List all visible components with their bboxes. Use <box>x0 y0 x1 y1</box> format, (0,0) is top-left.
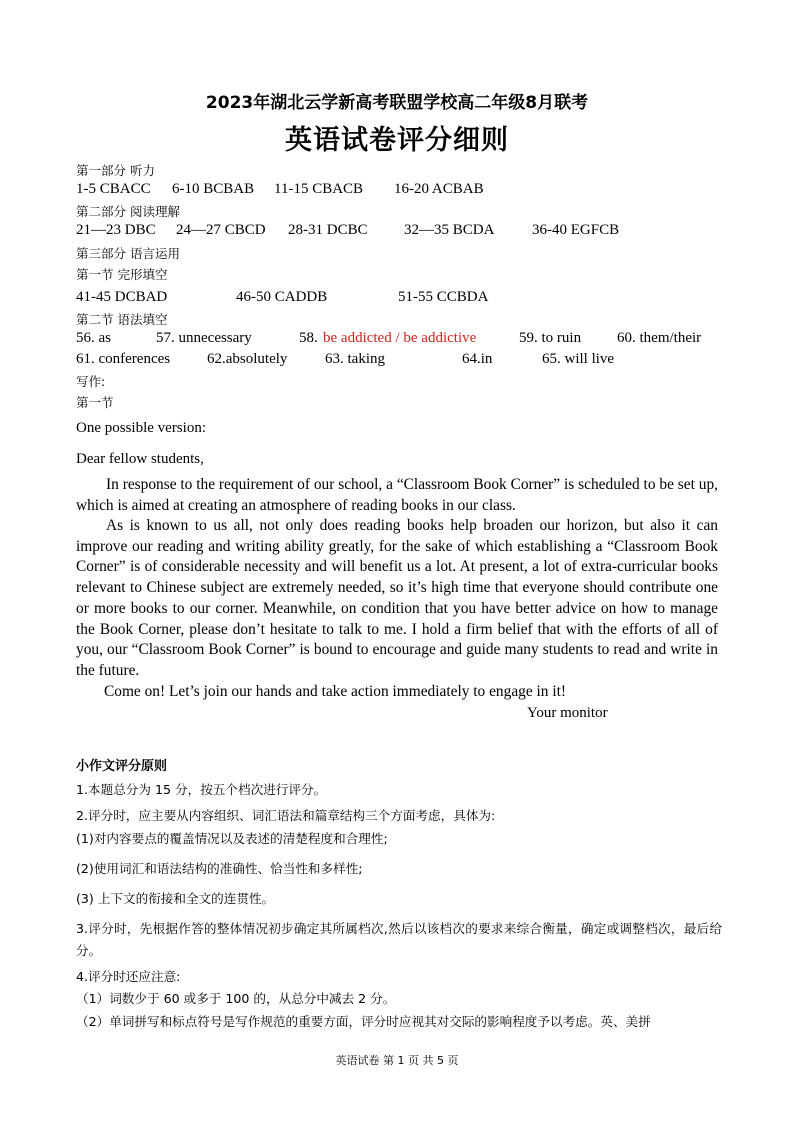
letter-signature: Your monitor <box>527 705 608 721</box>
answer-group: 28-31 DCBC <box>288 222 368 238</box>
scoring-rule: 2.评分时，应主要从内容组织、词汇语法和篇章结构三个方面考虑，具体为: <box>76 808 496 823</box>
version-label: One possible version: <box>76 420 206 436</box>
answer-item: 60. them/their <box>617 330 702 346</box>
scoring-rule: (3) 上下文的衔接和全文的连贯性。 <box>76 891 275 906</box>
letter-paragraph: Come on! Let’s join our hands and take action immediately to engage in it! <box>104 683 567 700</box>
exam-title: 2023年湖北云学新高考联盟学校高二年级8月联考 <box>205 93 589 113</box>
answer-group: 46-50 CADDB <box>236 289 328 305</box>
writing-section-heading: 第一节 <box>76 395 114 410</box>
answer-item: 59. to ruin <box>519 330 582 346</box>
answer-group: 6-10 BCBAB <box>172 181 255 197</box>
answer-group: 32—35 BCDA <box>404 222 495 238</box>
answer-group: 11-15 CBACB <box>274 181 364 197</box>
answer-group: 1-5 CBACC <box>76 181 151 197</box>
letter-paragraph: As is known to us all, not only does reading books help broaden our horizon, but also it can improve our reading and writing ability greatly, for the sake of which establishing a “Classroom Book Corner” is of considerable necessity and will benefit us a lot. At present, a lot of extra-curricular books relevant to Chinese subject are extremely needed, so it’s high time that everyone should contribute one or more books to our corner. Meanwhile, on condition that you have better advice on how to manage the Book Corner, please don’t hesitate to talk to me. I hold a firm belief that with the efforts of all of you, our “Classroom Book Corner” is bound to encourage and guide many students to read and write in the future. <box>76 517 718 679</box>
scoring-rule: 3.评分时，先根据作答的整体情况初步确定其所属档次,然后以该档次的要求来综合衡量，确定或调整档次，最后给分。 <box>76 921 722 958</box>
part3-heading: 第三部分 语言运用 <box>76 246 180 261</box>
answer-item-highlight: be addicted / be addictive <box>323 330 477 346</box>
scoring-rule: (1)对内容要点的覆盖情况以及表述的清楚程度和合理性; <box>76 831 388 846</box>
answer-group: 51-55 CCBDA <box>398 289 489 305</box>
answer-item: 64.in <box>462 351 493 367</box>
scoring-rule: （1）词数少于 60 或多于 100 的，从总分中减去 2 分。 <box>76 991 396 1006</box>
answer-group: 41-45 DCBAD <box>76 289 168 305</box>
answer-item: 65. will live <box>542 351 615 367</box>
answer-item: 56. as <box>76 330 111 346</box>
part2-heading: 第二部分 阅读理解 <box>76 204 180 219</box>
cloze-heading: 第一节 完形填空 <box>76 267 168 282</box>
writing-heading: 写作: <box>76 374 106 389</box>
letter-salutation: Dear fellow students, <box>76 451 204 467</box>
document-title: 英语试卷评分细则 <box>285 125 509 156</box>
answer-group: 24—27 CBCD <box>176 222 266 238</box>
answer-item: 57. unnecessary <box>156 330 252 346</box>
answer-group: 16-20 ACBAB <box>394 181 484 197</box>
answer-item: 63. taking <box>325 351 385 367</box>
page-footer: 英语试卷 第 1 页 共 5 页 <box>335 1054 459 1067</box>
scoring-heading: 小作文评分原则 <box>76 759 168 774</box>
answer-item: 62.absolutely <box>207 351 288 367</box>
scoring-rule: 4.评分时还应注意: <box>76 969 181 984</box>
answer-item: 61. conferences <box>76 351 171 367</box>
answer-group: 21—23 DBC <box>76 222 156 238</box>
answer-group: 36-40 EGFCB <box>532 222 620 238</box>
part1-heading: 第一部分 听力 <box>76 163 155 178</box>
answer-item-number: 58. <box>299 330 318 346</box>
scoring-rule: （2）单词拼写和标点符号是写作规范的重要方面，评分时应视其对交际的影响程度予以考虑。英、美拼 <box>76 1014 651 1029</box>
grammar-heading: 第二节 语法填空 <box>76 312 168 327</box>
letter-paragraph: In response to the requirement of our school, a “Classroom Book Corner” is scheduled to be set up, which is aimed at creating an atmosphere of reading books in our class. <box>76 476 718 514</box>
scoring-rule: 1.本题总分为 15 分，按五个档次进行评分。 <box>76 782 327 797</box>
scoring-rule: (2)使用词汇和语法结构的准确性、恰当性和多样性; <box>76 861 363 876</box>
